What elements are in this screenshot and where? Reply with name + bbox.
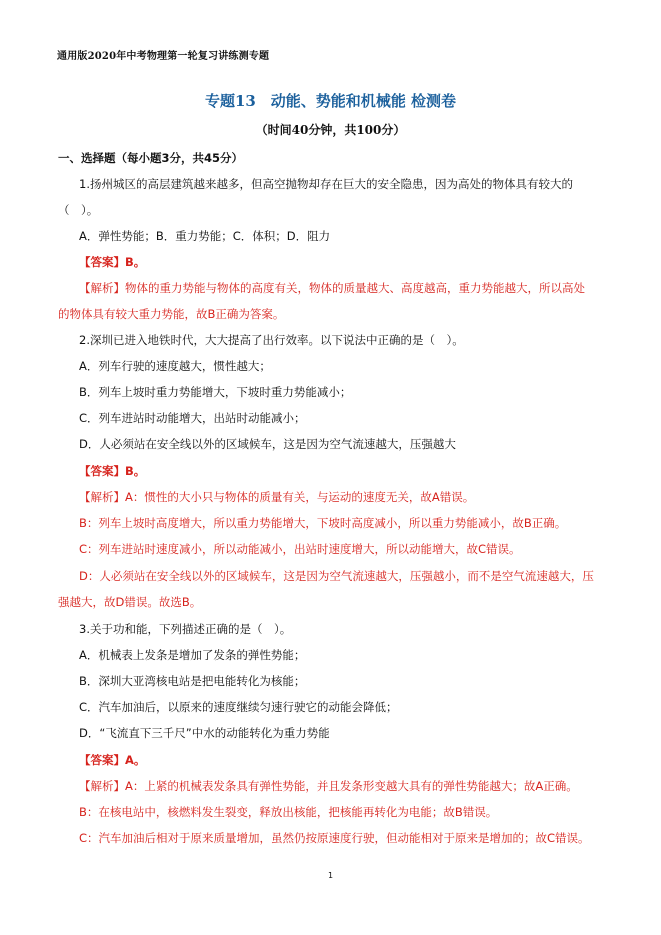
q2-option-a: A．列车行驶的速度越大，惯性越大； [79,359,271,373]
q2-stem: 2.深圳已进入地铁时代，大大提高了出行效率。以下说法中正确的是（ ）。 [79,333,464,347]
q2-analysis-a: 【解析】A：惯性的大小只与物体的质量有关，与运动的速度无关，故A错误。 [79,490,475,504]
q2-analysis-c: C：列车进站时速度减小，所以动能减小，出站时速度增大，所以动能增大，故C错误。 [79,542,521,556]
q3-option-b: B．深圳大亚湾核电站是把电能转化为核能； [79,674,306,688]
page-subtitle: （时间40分钟，共100分） [255,123,406,137]
q3-analysis-b: B：在核电站中，核燃料发生裂变，释放出核能，把核能再转化为电能；故B错误。 [79,805,498,819]
q1-analysis-line1: 【解析】物体的重力势能与物体的高度有关，物体的质量越大、高度越高，重力势能越大，所以高处 [79,281,585,295]
q2-option-b: B．列车上坡时重力势能增大，下坡时重力势能减小； [79,385,352,399]
q1-options: A．弹性势能；B．重力势能；C．体积；D．阻力 [79,229,331,243]
q3-stem: 3.关于功和能，下列描述正确的是（ ）。 [79,622,292,636]
page-number: 1 [327,871,334,880]
q3-answer: 【答案】A。 [79,753,146,767]
q1-answer: 【答案】B。 [79,255,146,269]
q2-analysis-d-line2: 强越大，故D错误。故选B。 [58,595,202,609]
q2-analysis-b: B：列车上坡时高度增大，所以重力势能增大，下坡时高度减小，所以重力势能减小，故B正确。 [79,516,567,530]
q1-analysis-line2: 的物体具有较大重力势能，故B正确为答案。 [58,307,285,321]
q3-analysis-c: C：汽车加油后相对于原来质量增加，虽然仍按原速度行驶，但动能相对于原来是增加的；故C错误。 [79,831,590,845]
header-note: 通用版2020年中考物理第一轮复习讲练测专题 [57,51,270,62]
q1-stem-line2: （ ）。 [58,203,99,217]
q3-option-d: D．“飞流直下三千尺”中水的动能转化为重力势能 [79,726,330,740]
q2-analysis-d-line1: D：人必须站在安全线以外的区域候车，这是因为空气流速越大，压强越小，而不是空气流速越大，压 [79,569,594,583]
q2-answer: 【答案】B。 [79,464,146,478]
q1-stem-line1: 1.扬州城区的高层建筑越来越多，但高空抛物却存在巨大的安全隐患，因为高处的物体具有较大的 [79,177,573,191]
q2-option-c: C．列车进站时动能增大，出站时动能减小； [79,411,306,425]
q2-option-d: D．人必须站在安全线以外的区域候车，这是因为空气流速越大，压强越大 [79,437,456,451]
page-title: 专题13 动能、势能和机械能 检测卷 [204,92,457,110]
q3-option-a: A．机械表上发条是增加了发条的弹性势能； [79,648,306,662]
section-heading: 一、选择题（每小题3分，共45分） [58,151,244,165]
q3-option-c: C．汽车加油后，以原来的速度继续匀速行驶它的动能会降低； [79,700,398,714]
q3-analysis-a: 【解析】A：上紧的机械表发条具有弹性势能，并且发条形变越大具有的弹性势能越大；故A正确。 [79,779,578,793]
